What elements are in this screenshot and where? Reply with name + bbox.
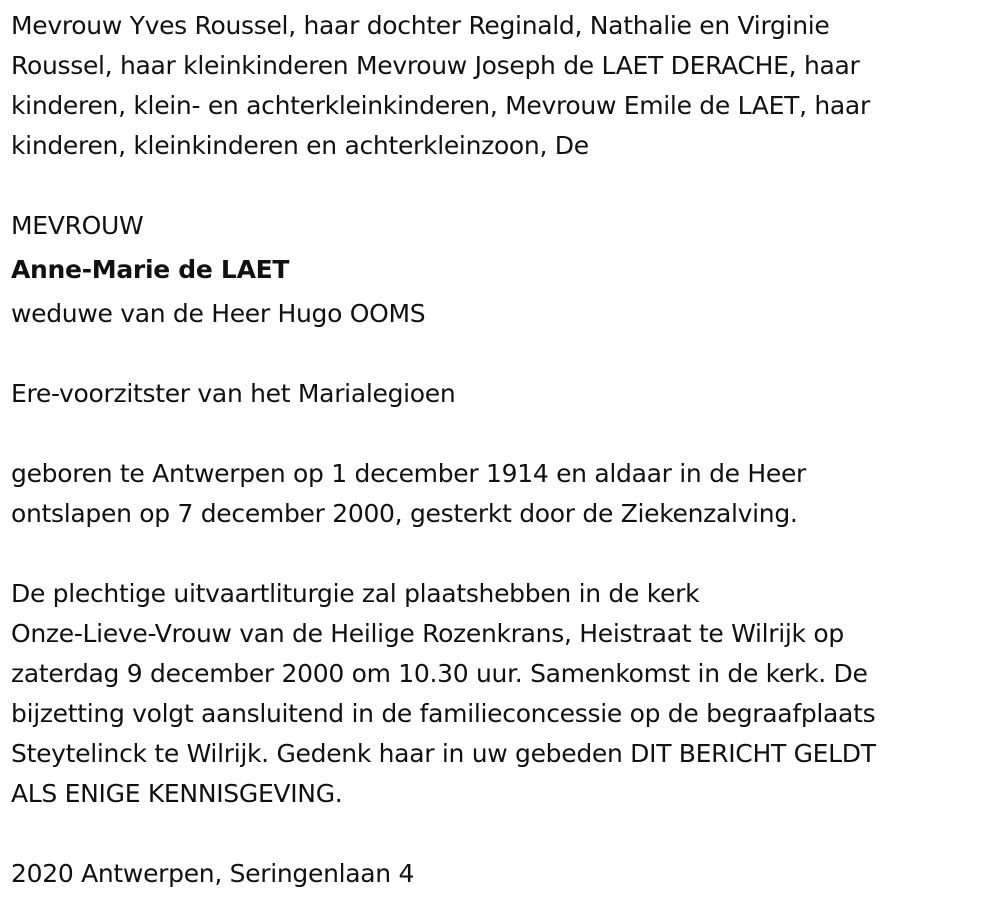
birth-death-line: geboren te Antwerpen op 1 december 1914 en aldaar in de Heer xyxy=(11,459,807,488)
birth-death-line: ontslapen op 7 december 2000, gesterkt door de Ziekenzalving. xyxy=(11,499,798,528)
deceased-name: Anne-Marie de LAET xyxy=(11,255,290,284)
address: 2020 Antwerpen, Seringenlaan 4 xyxy=(11,859,415,888)
obituary-notice xyxy=(11,6,991,894)
honorary-title: Ere-voorzitster van het Marialegioen xyxy=(11,379,456,408)
intro-line: Roussel, haar kleinkinderen Mevrouw Joseph de LAET DERACHE, haar xyxy=(11,51,860,80)
funeral-line: Onze-Lieve-Vrouw van de Heilige Rozenkrans, Heistraat te Wilrijk op xyxy=(11,619,844,648)
spacer xyxy=(11,534,991,574)
honorific: MEVROUW xyxy=(11,211,144,240)
spouse-line: weduwe van de Heer Hugo OOMS xyxy=(11,299,426,328)
funeral-line: ALS ENIGE KENNISGEVING. xyxy=(11,779,343,808)
birth-death-paragraph xyxy=(11,454,991,534)
spacer xyxy=(11,414,991,454)
spacer xyxy=(11,814,991,854)
intro-paragraph xyxy=(11,6,991,166)
funeral-paragraph xyxy=(11,574,991,814)
intro-line: kinderen, kleinkinderen en achterkleinzoon, De xyxy=(11,131,589,160)
spacer xyxy=(11,334,991,374)
intro-line: kinderen, klein- en achterkleinkinderen, Mevrouw Emile de LAET, haar xyxy=(11,91,870,120)
intro-line: Mevrouw Yves Roussel, haar dochter Reginald, Nathalie en Virginie xyxy=(11,11,830,40)
spacer xyxy=(11,166,991,206)
funeral-line: bijzetting volgt aansluitend in de familieconcessie op de begraafplaats xyxy=(11,699,876,728)
funeral-line: Steytelinck te Wilrijk. Gedenk haar in uw gebeden DIT BERICHT GELDT xyxy=(11,739,876,768)
funeral-line: zaterdag 9 december 2000 om 10.30 uur. Samenkomst in de kerk. De xyxy=(11,659,868,688)
funeral-line: De plechtige uitvaartliturgie zal plaatshebben in de kerk xyxy=(11,579,700,608)
